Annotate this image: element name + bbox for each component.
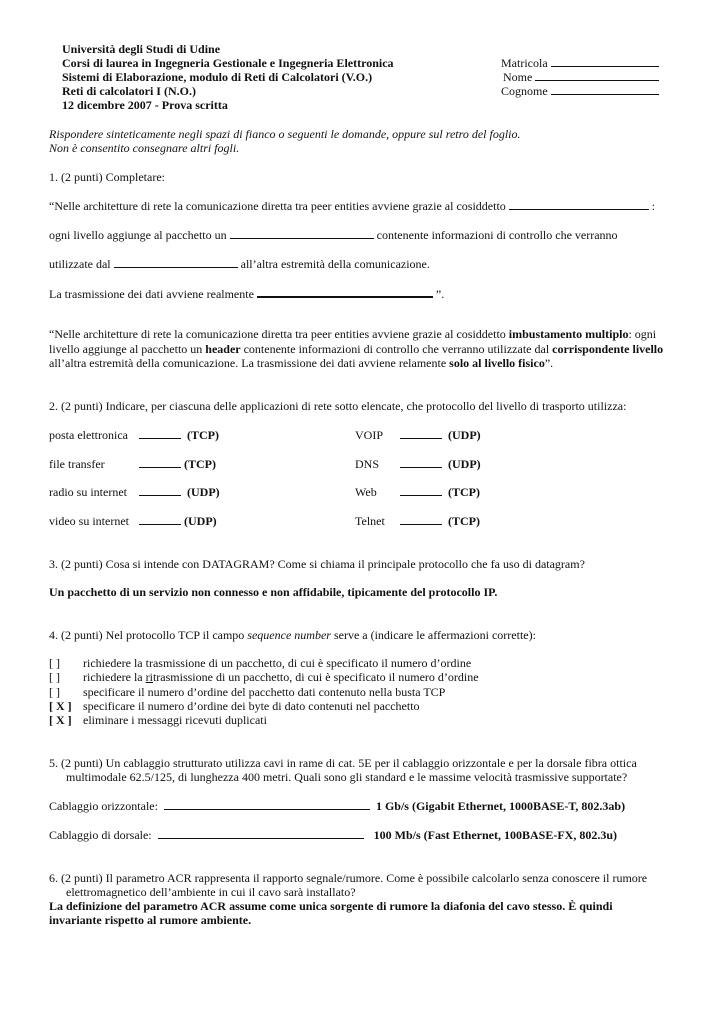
q1-s1-end: :	[651, 199, 656, 213]
q2-blank[interactable]	[139, 428, 181, 439]
q2-app-label: Web	[355, 485, 377, 499]
q1-sentence-2	[49, 228, 618, 243]
q1-s4a-text: La trasmissione dei dati avviene realmente	[49, 287, 254, 301]
instructions-line-1: Rispondere sinteticamente negli spazi di fianco o seguenti le domande, oppure sul retro del foglio.	[49, 127, 521, 141]
q5-title-line-1: 5. (2 punti) Un cablaggio strutturato utilizza cavi in rame di cat. 5E per il cablaggio orizzontale e per la dorsale fibra ottica	[49, 756, 637, 770]
q4-option-3[interactable]	[49, 685, 445, 700]
q3-answer: Un pacchetto di un servizio non connesso e non affidabile, tipicamente del protocollo IP.	[49, 585, 498, 599]
q1-answer	[49, 327, 679, 371]
q2-proto: (TCP)	[448, 485, 480, 499]
q4-option-text: trasmissione di un pacchetto, di cui è specificato il numero d’ordine	[152, 670, 479, 684]
q2-row-posta	[49, 428, 128, 443]
q2-proto: (UDP)	[448, 428, 481, 442]
subject-line-2: Reti di calcolatori I (N.O.)	[62, 84, 196, 98]
exam-date: 12 dicembre 2007 - Prova scritta	[62, 98, 228, 112]
q2-answer-video[interactable]	[136, 514, 217, 529]
q2-blank[interactable]	[139, 457, 181, 468]
q1-s4b-text: ”.	[435, 287, 445, 301]
q5-backbone-answer: 100 Mb/s (Fast Ethernet, 100BASE-FX, 802.3u)	[373, 828, 617, 842]
q4-title-italic: sequence number	[247, 628, 331, 642]
q5-horizontal-row	[49, 799, 625, 814]
q1-answer-part-4: all’altra estremità della comunicazione. La trasmissione dei dati avviene relamente	[49, 356, 450, 370]
q1-answer-bold-1: imbustamento multiplo	[508, 327, 629, 341]
q3-title: 3. (2 punti) Cosa si intende con DATAGRAM? Come si chiama il principale protocollo che fa uso di datagram?	[49, 557, 585, 571]
q4-option-4[interactable]	[49, 699, 420, 714]
q2-row-voip	[355, 428, 383, 443]
q4-checkbox-checked[interactable]: [ X ]	[49, 699, 72, 713]
q1-answer-bold-2: header	[205, 341, 241, 356]
q4-checkbox[interactable]: [ ]	[49, 685, 60, 699]
q4-option-text-underlined: ri	[145, 670, 153, 684]
q2-app-label: file transfer	[49, 457, 105, 471]
q4-checkbox[interactable]: [ ]	[49, 656, 60, 670]
q1-title: 1. (2 punti) Completare:	[49, 170, 165, 184]
q5-horizontal-label: Cablaggio orizzontale:	[49, 799, 158, 813]
q2-row-file-transfer	[49, 457, 105, 472]
q2-blank[interactable]	[400, 485, 442, 496]
q6-answer-line-2: invariante rispetto al rumore ambiente.	[49, 913, 252, 927]
q5-backbone-row	[49, 828, 617, 843]
q4-title	[49, 628, 536, 643]
q1-answer-part-2: : ogni livello aggiunge al pacchetto un	[49, 327, 657, 356]
q2-blank[interactable]	[139, 485, 181, 496]
q5-backbone-blank[interactable]	[158, 828, 364, 839]
q4-title-part-1: 4. (2 punti) Nel protocollo TCP il campo	[49, 628, 248, 642]
q2-app-label: DNS	[355, 457, 380, 471]
q4-option-text: specificare il numero d’ordine dei byte di dato contenuti nel pacchetto	[83, 699, 420, 713]
q4-option-5[interactable]	[49, 713, 267, 728]
q1-s2b-text: contenente informazioni di controllo che verranno	[376, 228, 618, 242]
q2-proto: (UDP)	[187, 485, 220, 499]
q1-answer-part-3: contenente informazioni di controllo che verranno utilizzate dal	[240, 341, 553, 356]
q1-s2a-text: ogni livello aggiunge al pacchetto un	[49, 228, 227, 242]
q4-option-text: eliminare i messaggi ricevuti duplicati	[83, 713, 267, 727]
nome-label: Nome	[503, 70, 533, 84]
instructions-line-2: Non è consentito consegnare altri fogli.	[49, 141, 240, 155]
subject-line-1: Sistemi di Elaborazione, modulo di Reti di Calcolatori (V.O.)	[62, 70, 373, 84]
cognome-label: Cognome	[501, 84, 548, 98]
university-name: Università degli Studi di Udine	[62, 42, 221, 56]
q4-option-2[interactable]	[49, 670, 479, 685]
q1-answer-bold-4: solo al livello fisico	[449, 356, 545, 370]
q1-blank-4[interactable]	[257, 286, 433, 298]
q2-row-dns	[355, 457, 379, 472]
course-name: Corsi di laurea in Ingegneria Gestionale e Ingegneria Elettronica	[62, 56, 394, 70]
cognome-blank[interactable]	[551, 84, 659, 95]
q5-horizontal-answer: 1 Gb/s (Gigabit Ethernet, 1000BASE-T, 802.3ab)	[375, 799, 626, 813]
q2-answer-web[interactable]	[397, 485, 480, 500]
q5-horizontal-blank[interactable]	[164, 799, 370, 810]
q2-answer-posta[interactable]	[136, 428, 219, 443]
cognome-field[interactable]	[501, 84, 662, 99]
q2-app-label: VOIP	[355, 428, 384, 442]
nome-field[interactable]	[503, 70, 662, 85]
q2-app-label: Telnet	[355, 514, 385, 528]
q2-title: 2. (2 punti) Indicare, per ciascuna delle applicazioni di rete sotto elencate, che protocollo del livello di trasporto utilizza:	[49, 399, 627, 413]
q5-title-line-2: multimodale 62.5/125, di lunghezza 400 metri. Quali sono gli standard e le massime velocità trasmissive supportate?	[66, 770, 628, 784]
q1-s3a-text: utilizzate dal	[49, 257, 111, 271]
q2-proto: (UDP)	[448, 457, 481, 471]
q2-proto: (UDP)	[184, 514, 217, 528]
q4-title-part-2: serve a (indicare le affermazioni corrette):	[330, 628, 536, 642]
q1-sentence-3	[49, 257, 430, 272]
q2-proto: (TCP)	[448, 514, 480, 528]
q1-blank-3[interactable]	[114, 257, 238, 268]
q1-answer-part-5: ”.	[544, 356, 554, 370]
q2-row-radio	[49, 485, 127, 500]
matricola-label: Matricola	[501, 56, 548, 70]
q2-row-web	[355, 485, 377, 500]
q6-title-line-1: 6. (2 punti) Il parametro ACR rappresenta il rapporto segnale/rumore. Come è possibile calcolarlo senza conoscere il rumore	[49, 871, 648, 885]
q4-option-text: richiedere la trasmissione di un pacchetto, di cui è specificato il numero d’ordine	[83, 656, 472, 670]
q4-option-text: specificare il numero d’ordine del pacchetto dati contenuto nella busta TCP	[83, 685, 446, 699]
q4-checkbox[interactable]: [ ]	[49, 670, 60, 684]
q2-row-telnet	[355, 514, 385, 529]
q2-app-label: posta elettronica	[49, 428, 128, 442]
q4-option-text: richiedere la	[83, 670, 146, 684]
q1-s1-text: “Nelle architetture di rete la comunicazione diretta tra peer entities avviene grazie al cosiddetto	[49, 199, 506, 213]
q2-answer-radio[interactable]	[136, 485, 220, 500]
matricola-field[interactable]	[501, 56, 662, 71]
q4-option-1[interactable]	[49, 656, 471, 671]
q1-sentence-4	[49, 286, 444, 302]
q2-app-label: radio su internet	[49, 485, 127, 499]
q1-answer-part-1: “Nelle architetture di rete la comunicazione diretta tra peer entities avviene grazie al cosiddetto	[49, 327, 509, 341]
q2-blank[interactable]	[400, 457, 442, 468]
nome-blank[interactable]	[535, 70, 659, 81]
q2-answer-dns[interactable]	[397, 457, 481, 472]
q2-app-label: video su internet	[49, 514, 129, 528]
q1-s3b-text: all’altra estremità della comunicazione.	[240, 257, 430, 271]
q2-answer-file-transfer[interactable]	[136, 457, 216, 472]
q5-backbone-label: Cablaggio di dorsale:	[49, 828, 152, 842]
q1-blank-1[interactable]	[509, 199, 649, 210]
q1-answer-bold-3: corrispondente livello	[552, 341, 664, 356]
q2-blank[interactable]	[400, 428, 442, 439]
q6-answer-line-1: La definizione del parametro ACR assume come unica sorgente di rumore la diafonia del cavo stesso. È quindi	[49, 899, 613, 913]
q1-blank-2[interactable]	[230, 228, 374, 239]
matricola-blank[interactable]	[551, 56, 659, 67]
q6-title-line-2: elettromagnetico dell’ambiente in cui il cavo sarà installato?	[66, 885, 356, 899]
q2-proto: (TCP)	[187, 428, 219, 442]
q2-proto: (TCP)	[184, 457, 216, 471]
q2-blank[interactable]	[400, 514, 442, 525]
q2-row-video	[49, 514, 129, 529]
q4-checkbox-checked[interactable]: [ X ]	[49, 713, 72, 727]
q2-blank[interactable]	[139, 514, 181, 525]
q2-answer-telnet[interactable]	[397, 514, 480, 529]
q1-sentence-1	[49, 199, 655, 214]
q2-answer-voip[interactable]	[397, 428, 481, 443]
